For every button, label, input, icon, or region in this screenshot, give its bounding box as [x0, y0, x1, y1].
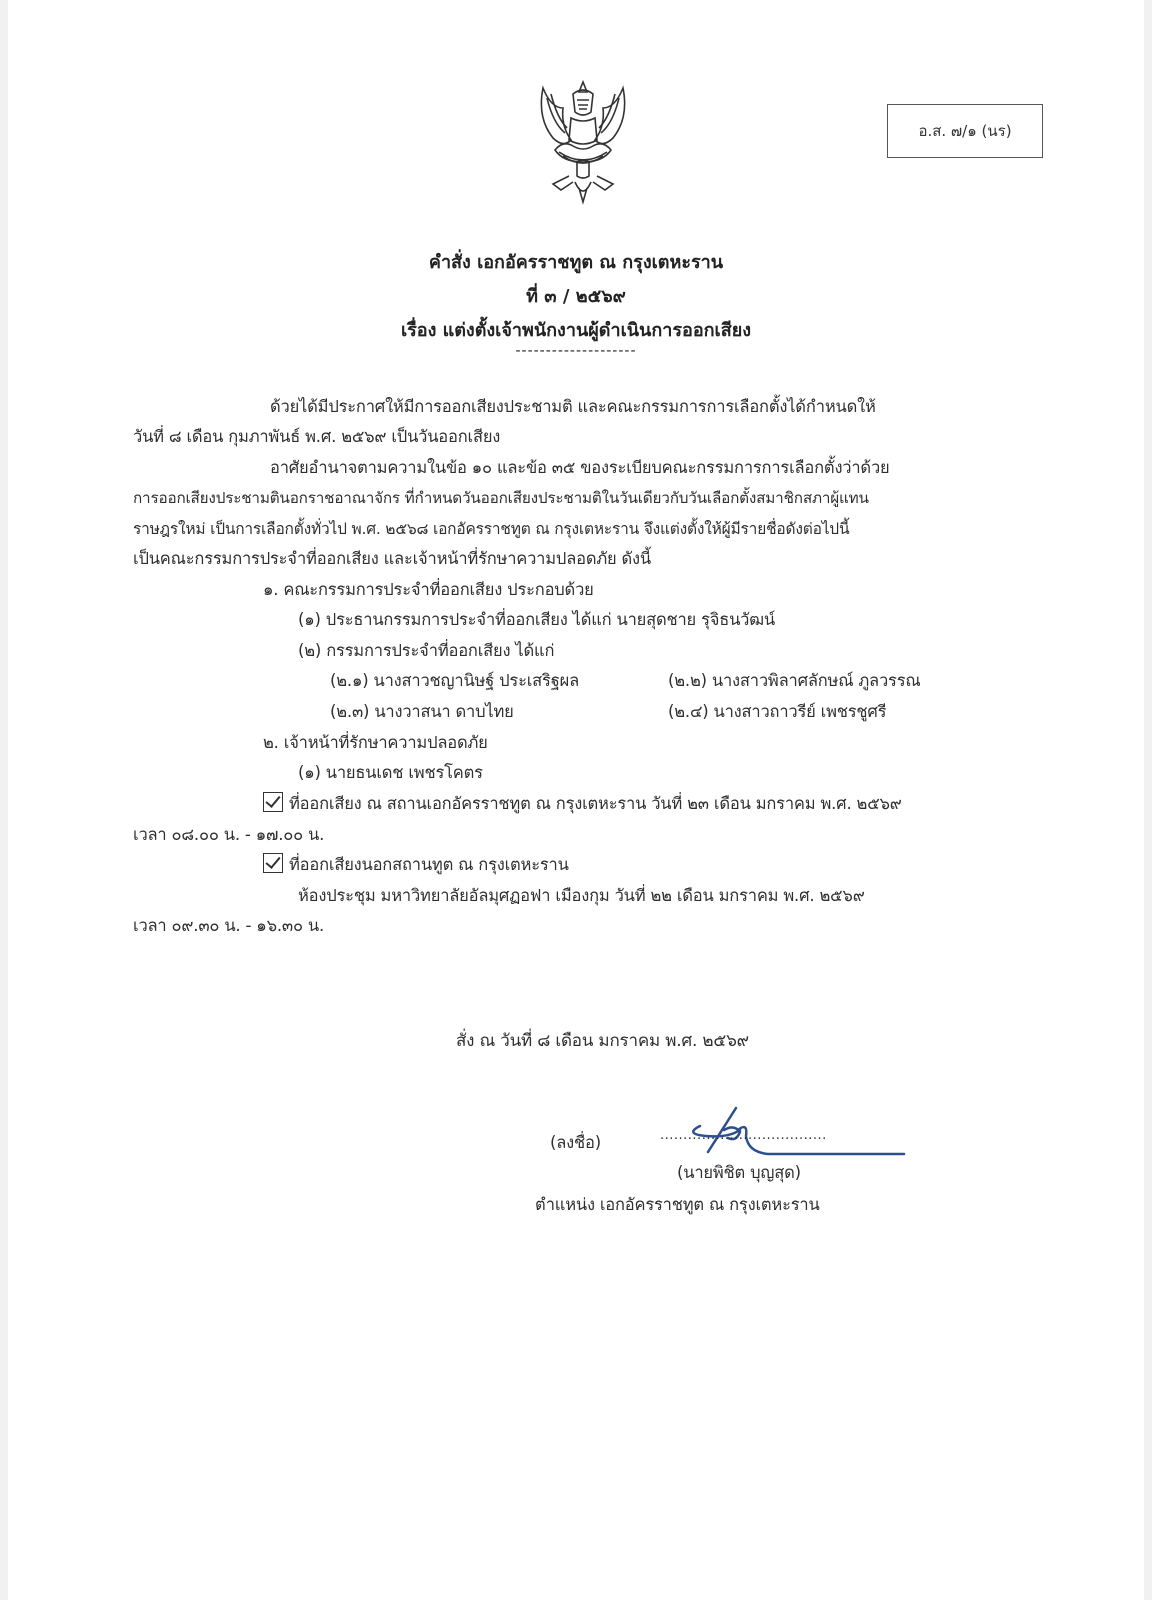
- location-2-venue: ห้องประชุม มหาวิทยาลัยอัลมุศฏอฟา เมืองกุม วันที่ ๒๒ เดือน มกราคม พ.ศ. ๒๕๖๙: [298, 886, 865, 905]
- committee-chair: (๑) ประธานกรรมการประจำที่ออกเสียง ได้แก่ นายสุดชาย รุจิธนวัฒน์: [298, 610, 776, 629]
- form-code-box: อ.ส. ๗/๑ (นร): [887, 104, 1043, 158]
- checkbox-checked-icon: [263, 853, 283, 873]
- location-2: [263, 852, 569, 878]
- committee-member-4: (๒.๔) นางสาวถาวรีย์ เพชรชูศรี: [668, 702, 887, 721]
- signature-line: ....................................: [660, 1128, 827, 1143]
- garuda-emblem-icon: [533, 78, 633, 208]
- security-officer: (๑) นายธนเดช เพชรโคตร: [298, 763, 483, 782]
- location-2-time: เวลา ๐๙.๓๐ น. - ๑๖.๓๐ น.: [133, 916, 325, 935]
- signer-name: (นายพิชิต บุญสุด): [677, 1163, 801, 1182]
- location-1: [263, 791, 902, 817]
- location-1-text: ที่ออกเสียง ณ สถานเอกอัครราชทูต ณ กรุงเตหะราน วันที่ ๒๓ เดือน มกราคม พ.ศ. ๒๕๖๙: [289, 794, 902, 813]
- committee-member-3: (๒.๓) นางวาสนา ดาบไทย: [330, 702, 514, 721]
- paragraph-1-line-1: ด้วยได้มีประกาศให้มีการออกเสียงประชามติ และคณะกรรมการการเลือกตั้งได้กำหนดให้: [270, 397, 876, 416]
- committee-member-2: (๒.๒) นางสาวพิลาศลักษณ์ ภูลวรรณ: [668, 671, 921, 690]
- signed-label: (ลงชื่อ): [550, 1133, 601, 1152]
- order-date: สั่ง ณ วันที่ ๘ เดือน มกราคม พ.ศ. ๒๕๖๙: [456, 1031, 749, 1051]
- paragraph-2-line-2: การออกเสียงประชามตินอกราชอาณาจักร ที่กำหนดวันออกเสียงประชามติในวันเดียวกับวันเลือกตั้งสมาชิกสภาผู้แทน: [133, 489, 869, 507]
- paragraph-2-line-3: ราษฎรใหม่ เป็นการเลือกตั้งทั่วไป พ.ศ. ๒๕๖๘ เอกอัครราชทูต ณ กรุงเตหะราน จึงแต่งตั้งให้ผู้มีรายชื่อดังต่อไปนี้: [133, 520, 850, 538]
- order-number: ที่ ๓ / ๒๕๖๙: [526, 286, 626, 307]
- section-2-heading: ๒. เจ้าหน้าที่รักษาความปลอดภัย: [263, 733, 488, 752]
- title-divider: --------------------: [515, 343, 637, 359]
- checkbox-checked-icon: [263, 792, 283, 812]
- section-1-heading: ๑. คณะกรรมการประจำที่ออกเสียง ประกอบด้วย: [263, 580, 594, 599]
- order-subject: เรื่อง แต่งตั้งเจ้าพนักงานผู้ดำเนินการออกเสียง: [400, 320, 752, 341]
- order-title: คำสั่ง เอกอัครราชทูต ณ กรุงเตหะราน: [428, 252, 724, 273]
- committee-member-1: (๒.๑) นางสาวชญานิษฐ์ ประเสริฐผล: [330, 671, 579, 690]
- paragraph-2-line-1: อาศัยอำนาจตามความในข้อ ๑๐ และข้อ ๓๕ ของระเบียบคณะกรรมการการเลือกตั้งว่าด้วย: [270, 458, 890, 477]
- location-2-text: ที่ออกเสียงนอกสถานทูต ณ กรุงเตหะราน: [289, 855, 569, 874]
- committee-members-heading: (๒) กรรมการประจำที่ออกเสียง ได้แก่: [298, 641, 555, 660]
- paragraph-2-line-4: เป็นคณะกรรมการประจำที่ออกเสียง และเจ้าหน้าที่รักษาความปลอดภัย ดังนี้: [133, 549, 651, 568]
- signer-position: ตำแหน่ง เอกอัครราชทูต ณ กรุงเตหะราน: [535, 1195, 820, 1214]
- location-1-time: เวลา ๐๘.๐๐ น. - ๑๗.๐๐ น.: [133, 825, 325, 844]
- paragraph-1-line-2: วันที่ ๘ เดือน กุมภาพันธ์ พ.ศ. ๒๕๖๙ เป็นวันออกเสียง: [133, 427, 501, 446]
